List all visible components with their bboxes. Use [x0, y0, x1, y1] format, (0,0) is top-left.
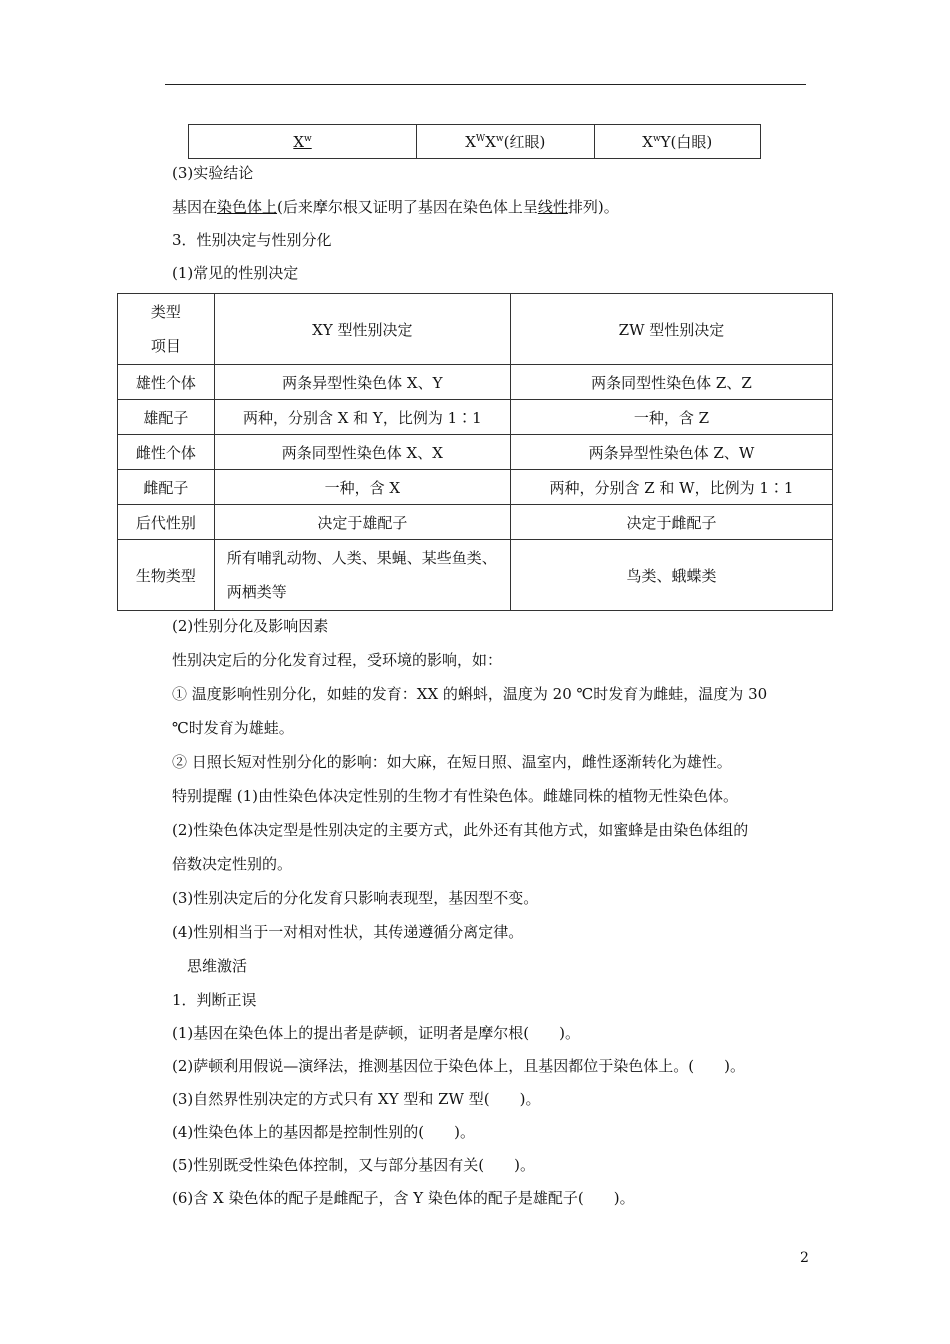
genotype-cell: $X^WX^w$(红眼): [417, 125, 594, 159]
genotype-xw: $X^w$: [293, 132, 312, 151]
corner-cell: [118, 294, 215, 365]
cell-zw: 两条同型性染色体 Z、Z: [510, 365, 832, 400]
genotype-cell: [189, 125, 417, 159]
cell-xy: 两种，分别含 X 和 Y，比例为 1∶1: [214, 400, 510, 435]
paragraph-line: ② 日照长短对性别分化的影响：如大麻，在短日照、温室内，雌性逐渐转化为雄性。: [172, 753, 732, 771]
cell-zw: 鸟类、蛾蝶类: [510, 540, 832, 611]
column-header-zw: ZW 型性别决定: [510, 294, 832, 365]
underlined-term: 染色体上: [217, 198, 278, 216]
header-rule: [165, 84, 806, 85]
row-label: 雄配子: [118, 400, 215, 435]
conclusion-text: 基因在染色体上(后来摩尔根又证明了基因在染色体上呈线性排列)。: [172, 198, 619, 216]
section-heading: (3)实验结论: [172, 164, 254, 182]
quiz-item: (5)性别既受性染色体控制，又与部分基因有关( )。: [172, 1156, 535, 1174]
corner-label-type: 类型: [150, 303, 181, 321]
paragraph-line: ℃时发育为雄蛙。: [172, 719, 294, 737]
cell-xy: 两条异型性染色体 X、Y: [214, 365, 510, 400]
quiz-item: (6)含 X 染色体的配子是雌配子，含 Y 染色体的配子是雄配子( )。: [172, 1189, 635, 1207]
note-line: (2)性染色体决定型是性别决定的主要方式，此外还有其他方式，如蜜蜂是由染色体组的: [172, 821, 749, 839]
cell-zw: 两种，分别含 Z 和 W，比例为 1∶1: [510, 470, 832, 505]
note-line: (3)性别决定后的分化发育只影响表现型，基因型不变。: [172, 889, 539, 907]
cell-xy: 决定于雄配子: [214, 505, 510, 540]
row-label: 雌配子: [118, 470, 215, 505]
table-row: [118, 365, 833, 400]
underlined-term: 线性: [537, 198, 568, 216]
table-row: [118, 505, 833, 540]
cell-xy: 两条同型性染色体 X、X: [214, 435, 510, 470]
section-heading: 1．判断正误: [172, 991, 257, 1009]
table-header-row: [118, 294, 833, 365]
row-label: 生物类型: [118, 540, 215, 611]
sex-determination-table: [117, 293, 833, 611]
paragraph-line: 性别决定后的分化发育过程，受环境的影响，如：: [172, 651, 503, 669]
row-label: 后代性别: [118, 505, 215, 540]
quiz-item: (3)自然界性别决定的方式只有 XY 型和 ZW 型( )。: [172, 1090, 541, 1108]
table-row: [189, 125, 761, 159]
table-row: [118, 470, 833, 505]
table-row: [118, 540, 833, 611]
paragraph-line: ① 温度影响性别分化，如蛙的发育：XX 的蝌蚪，温度为 20 ℃时发育为雌蛙，温度为 30: [172, 685, 768, 703]
row-label: 雌性个体: [118, 435, 215, 470]
genotype-cell: $X^wY$(白眼): [594, 125, 760, 159]
section-heading: 思维激活: [187, 957, 248, 975]
cell-xy: [214, 540, 510, 611]
table-row: [118, 400, 833, 435]
quiz-item: (4)性染色体上的基因都是控制性别的( )。: [172, 1123, 475, 1141]
quiz-item: (2)萨顿利用假说—演绎法，推测基因位于染色体上，且基因都位于染色体上。( )。: [172, 1057, 745, 1075]
page-number: 2: [800, 1250, 809, 1266]
section-heading: 3．性别决定与性别分化: [172, 231, 332, 249]
genotype-table: [188, 124, 761, 159]
note-line: 特别提醒 (1)由性染色体决定性别的生物才有性染色体。雌雄同株的植物无性染色体。: [172, 787, 739, 805]
cell-xy: 一种，含 X: [214, 470, 510, 505]
note-line: (4)性别相当于一对相对性状，其传递遵循分离定律。: [172, 923, 524, 941]
note-line: 倍数决定性别的。: [172, 855, 293, 873]
cell-zw: 决定于雌配子: [510, 505, 832, 540]
cell-zw: 一种，含 Z: [510, 400, 832, 435]
column-header-xy: XY 型性别决定: [214, 294, 510, 365]
cell-line: 所有哺乳动物、人类、果蝇、某些鱼类、: [226, 549, 497, 567]
subsection-heading: (1)常见的性别决定: [172, 264, 299, 282]
quiz-item: (1)基因在染色体上的提出者是萨顿，证明者是摩尔根( )。: [172, 1024, 580, 1042]
cell-zw: 两条异型性染色体 Z、W: [510, 435, 832, 470]
cell-line: 两栖类等: [226, 583, 287, 601]
subsection-heading: (2)性别分化及影响因素: [172, 617, 329, 635]
table-row: [118, 435, 833, 470]
corner-label-item: 项目: [150, 337, 181, 355]
row-label: 雄性个体: [118, 365, 215, 400]
